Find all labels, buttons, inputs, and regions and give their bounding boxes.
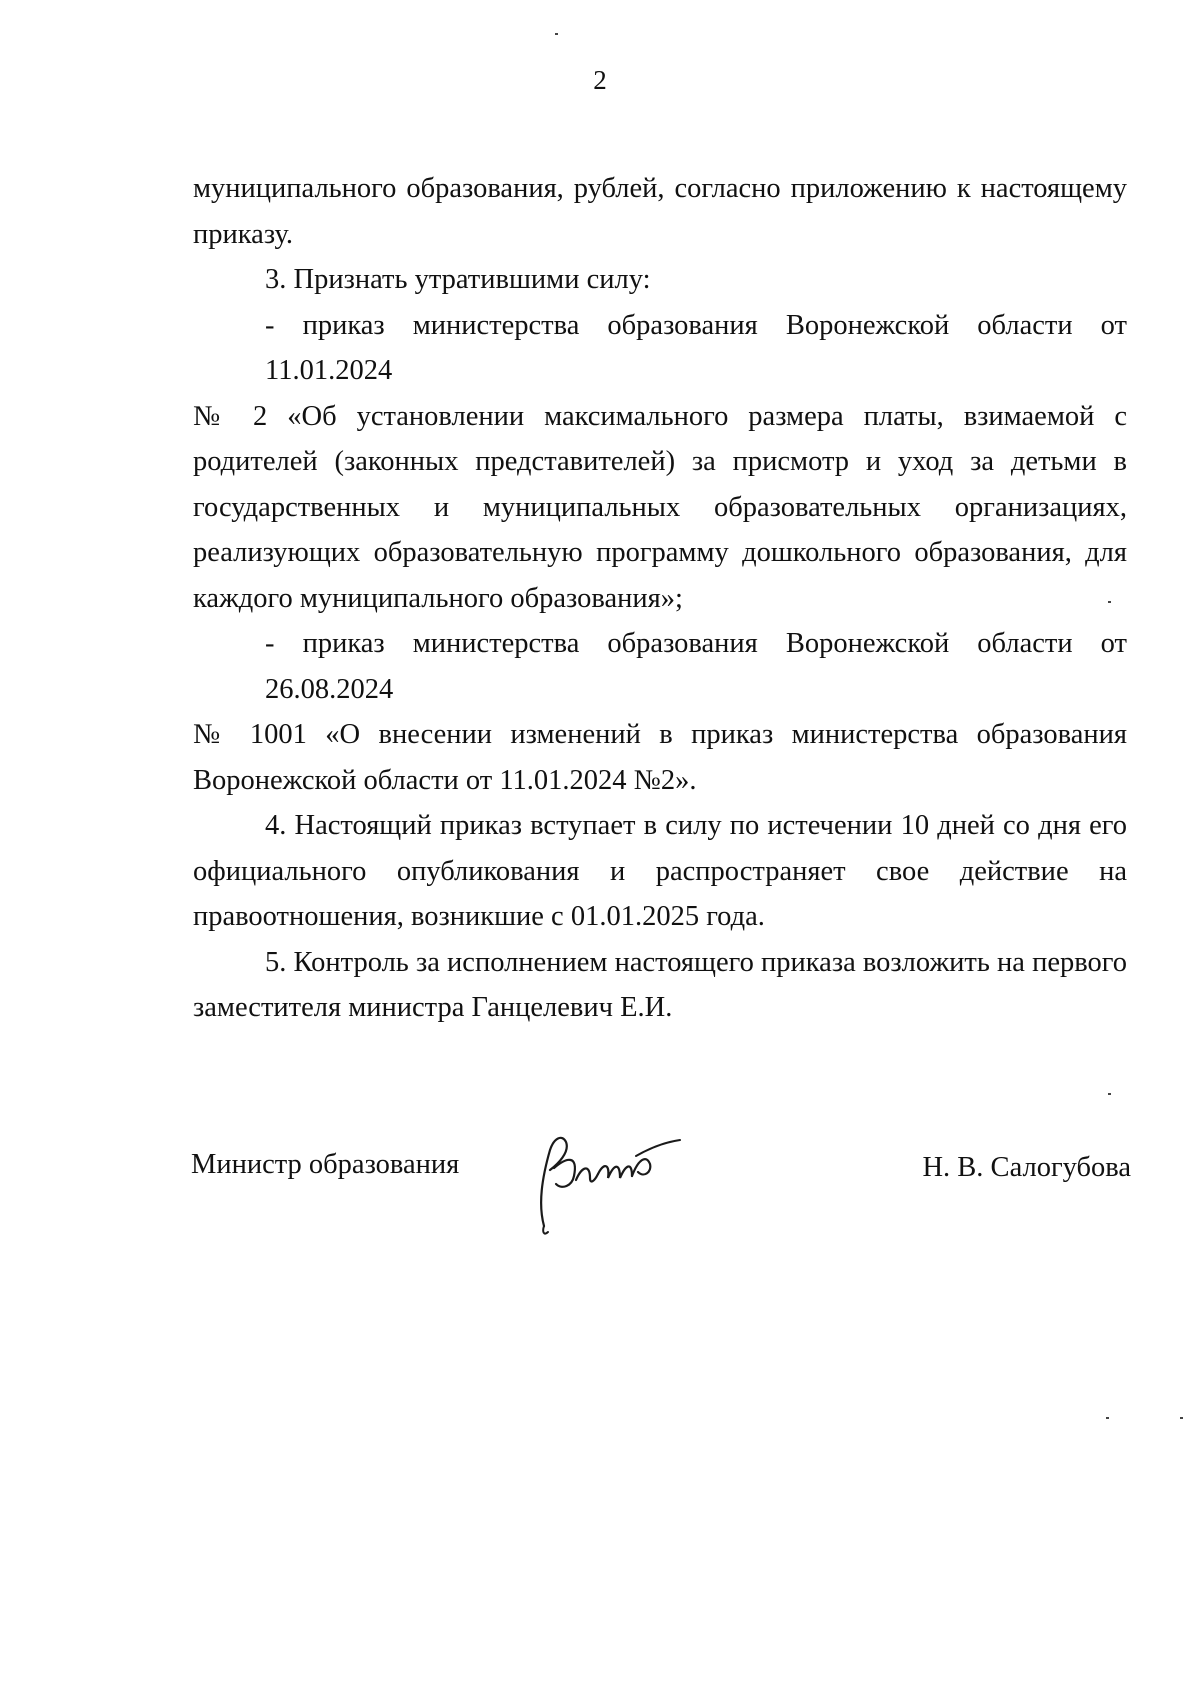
handwritten-signature bbox=[520, 1120, 690, 1240]
signer-name: Н. В. Салогубова bbox=[922, 1152, 1131, 1183]
text-line: правоотношения, возникшие с 01.01.2025 года. bbox=[193, 901, 765, 932]
text-line: Воронежской области от 11.01.2024 №2». bbox=[193, 764, 697, 796]
scan-speck bbox=[1108, 1093, 1111, 1095]
text-line: № 1001 «О внесении изменений в приказ министерства образования bbox=[193, 719, 1127, 750]
order-body-text bbox=[193, 166, 1127, 1031]
paragraph-repealed-order-1 bbox=[193, 303, 1127, 622]
text-line: муниципального образования, рублей, согласно приложению к настоящему bbox=[193, 173, 1127, 204]
scan-speck bbox=[1106, 1417, 1109, 1419]
text-line: реализующих образовательную программу дошкольного образования, для bbox=[193, 537, 1127, 568]
text-line: официального опубликования и распространяет свое действие на bbox=[193, 855, 1127, 887]
text-line: - приказ министерства образования Воронежской области от 11.01.2024 bbox=[265, 309, 1127, 386]
scan-speck bbox=[1180, 1417, 1183, 1419]
text-line: заместителя министра Ганцелевич Е.И. bbox=[193, 992, 673, 1023]
page-number: 2 bbox=[593, 65, 607, 95]
paragraph-item-5 bbox=[193, 940, 1127, 1031]
scan-speck bbox=[555, 33, 558, 35]
paragraph-item-3 bbox=[193, 257, 1127, 303]
paragraph-continuation bbox=[193, 166, 1127, 257]
text-line: - приказ министерства образования Воронежской области от 26.08.2024 bbox=[265, 628, 1127, 705]
text-line: каждого муниципального образования»; bbox=[193, 582, 683, 614]
text-line: государственных и муниципальных образовательных организациях, bbox=[193, 491, 1127, 523]
text-line: 4. Настоящий приказ вступает в силу по истечении 10 дней со дня его bbox=[265, 810, 1127, 841]
paragraph-item-4 bbox=[193, 803, 1127, 940]
signature-block bbox=[0, 1148, 1200, 1268]
signer-title: Министр образования bbox=[191, 1149, 460, 1180]
text-line: 5. Контроль за исполнением настоящего приказа возложить на первого bbox=[265, 946, 1127, 978]
text-line: № 2 «Об установлении максимального размера платы, взимаемой с bbox=[193, 400, 1127, 432]
text-line: 3. Признать утратившими силу: bbox=[265, 264, 651, 295]
text-line: приказу. bbox=[193, 218, 294, 250]
text-line: родителей (законных представителей) за присмотр и уход за детьми в bbox=[193, 446, 1127, 477]
paragraph-repealed-order-2 bbox=[193, 621, 1127, 803]
